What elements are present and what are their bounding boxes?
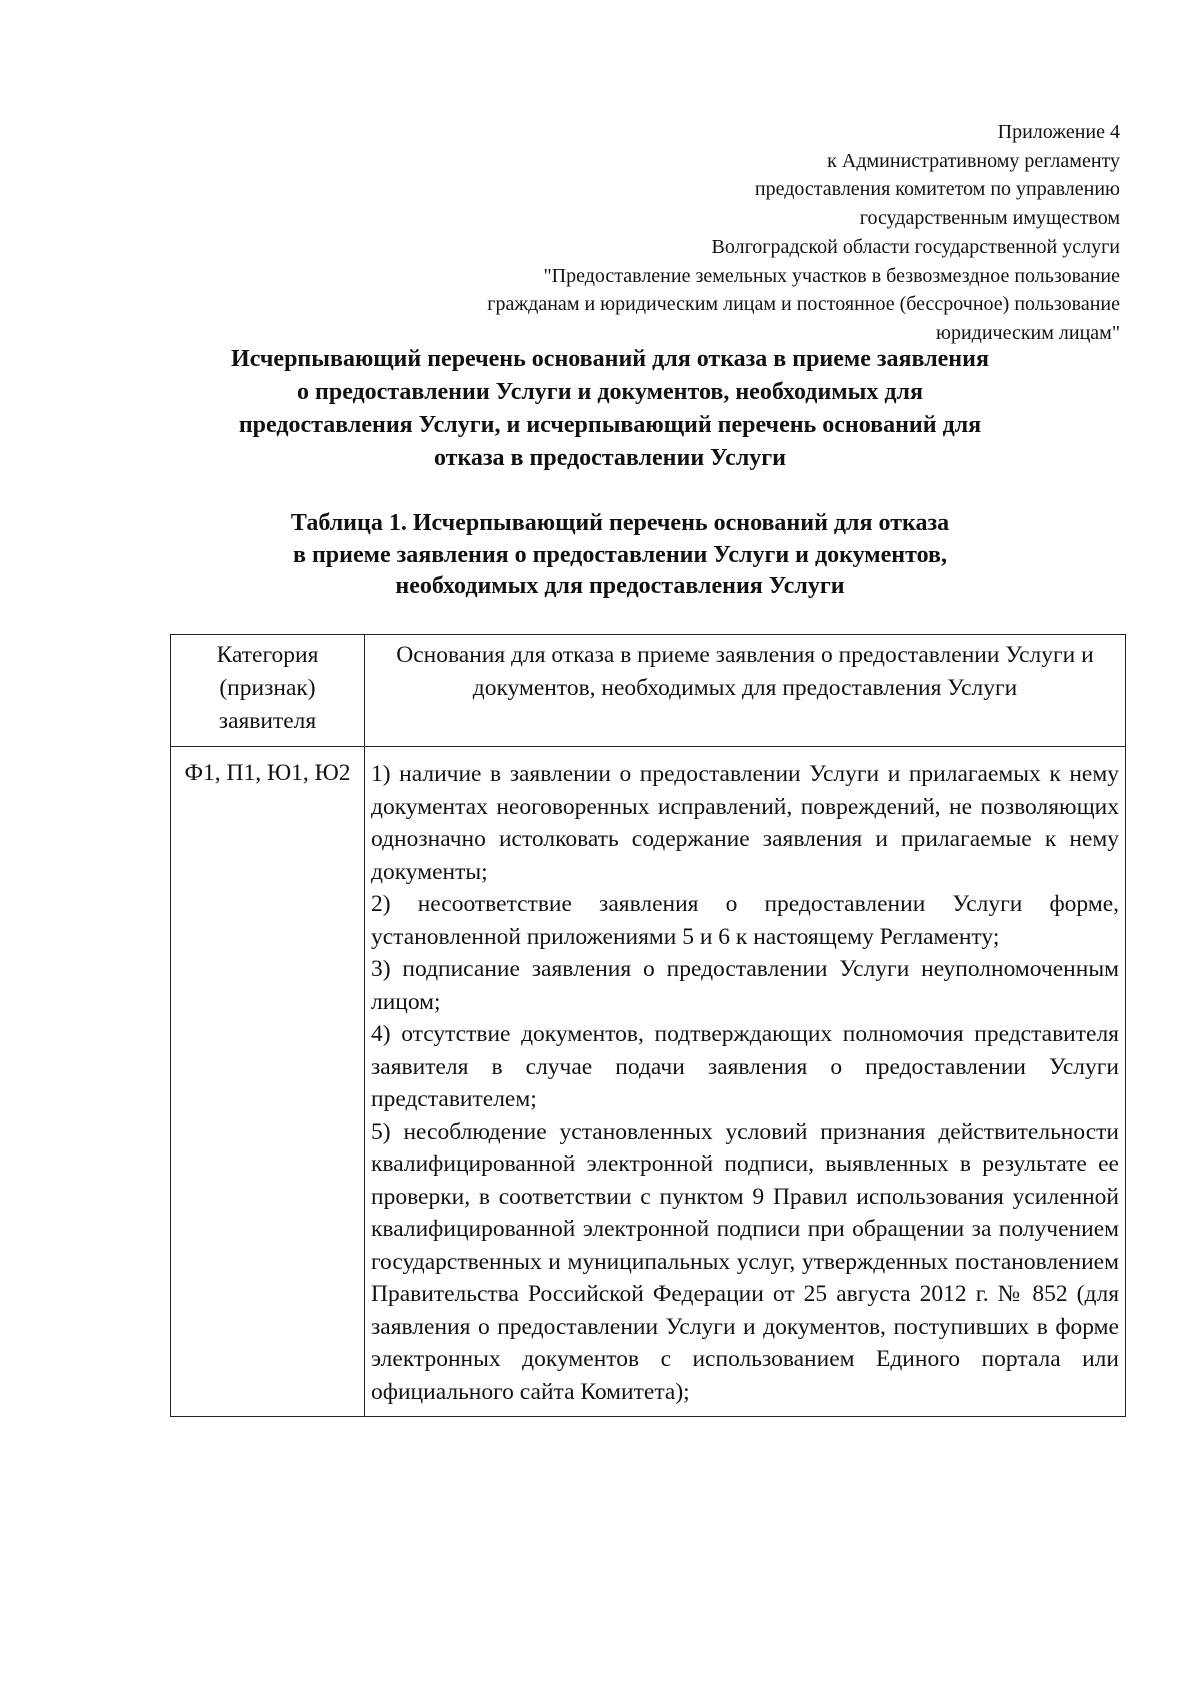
appendix-line: предоставления комитетом по управлению [754,178,1120,201]
table-header-row [171,635,1126,747]
title-line: Исчерпывающий перечень оснований для отказа в приеме заявления [231,346,989,372]
applicant-category-cell: Ф1, П1, Ю1, Ю2 [171,747,365,1417]
ground-item: 2) несоответствие заявления о предоставлении Услуги форме, установленной приложениями 5 и 6 к настоящему Регламенту; [371,891,1119,950]
appendix-line: юридическим лицам" [936,321,1120,344]
appendix-line: гражданам и юридическим лицам и постоянное (бессрочное) пользование [487,293,1120,316]
ground-item: 3) подписание заявления о предоставлении Услуги неуполномоченным лицом; [371,956,1119,1015]
ground-item: 5) несоблюдение установленных условий признания действительности квалифицированной электронной подписи, выявленных в результате ее проверки, в соответствии с пунктом 9 Правил использования усиленной квалифицированной электронной подписи при обращении за получением государственных и муниципальных услуг, утвержденных постановлением Правительства Российской Федерации от 25 августа 2012 г. № 852 (для заявления о предоставлении Услуги и документов, поступивших в форме электронных документов с использованием Единого портала или официального сайта Комитета); [371,1118,1119,1405]
document-title [170,343,1050,475]
table-caption-line: необходимых для предоставления Услуги [395,573,845,599]
appendix-line: "Предоставление земельных участков в безвозмездное пользование [543,264,1120,287]
appendix-line: Приложение 4 [997,121,1120,143]
appendix-reference [220,118,1120,348]
header-category: Категория (признак) заявителя [171,635,365,747]
appendix-line: к Административному регламенту [827,149,1120,172]
header-grounds: Основания для отказа в приеме заявления о предоставлении Услуги и документов, необходимых для предоставления Услуги [365,635,1126,747]
table-caption [190,508,1050,603]
title-line: о предоставлении Услуги и документов, необходимых для [297,379,923,405]
appendix-line: государственным имуществом [859,207,1120,230]
grounds-cell [365,747,1126,1417]
table-caption-line: в приеме заявления о предоставлении Услуги и документов, [293,541,947,568]
appendix-line: Волгоградской области государственной услуги [711,235,1120,258]
table-row [171,747,1126,1417]
table-caption-line: Таблица 1. Исчерпывающий перечень оснований для отказа [290,510,950,536]
title-line: отказа в предоставлении Услуги [433,445,787,471]
ground-item: 4) отсутствие документов, подтверждающих полномочия представителя заявителя в случае подачи заявления о предоставлении Услуги представителем; [371,1021,1119,1112]
grounds-table [170,634,1126,1417]
title-line: предоставления Услуги, и исчерпывающий перечень оснований для [238,412,982,438]
ground-item: 1) наличие в заявлении о предоставлении Услуги и прилагаемых к нему документах неоговоренных исправлений, повреждений, не позволяющих однозначно истолковать содержание заявления и прилагаемые к нему документы; [371,761,1119,885]
